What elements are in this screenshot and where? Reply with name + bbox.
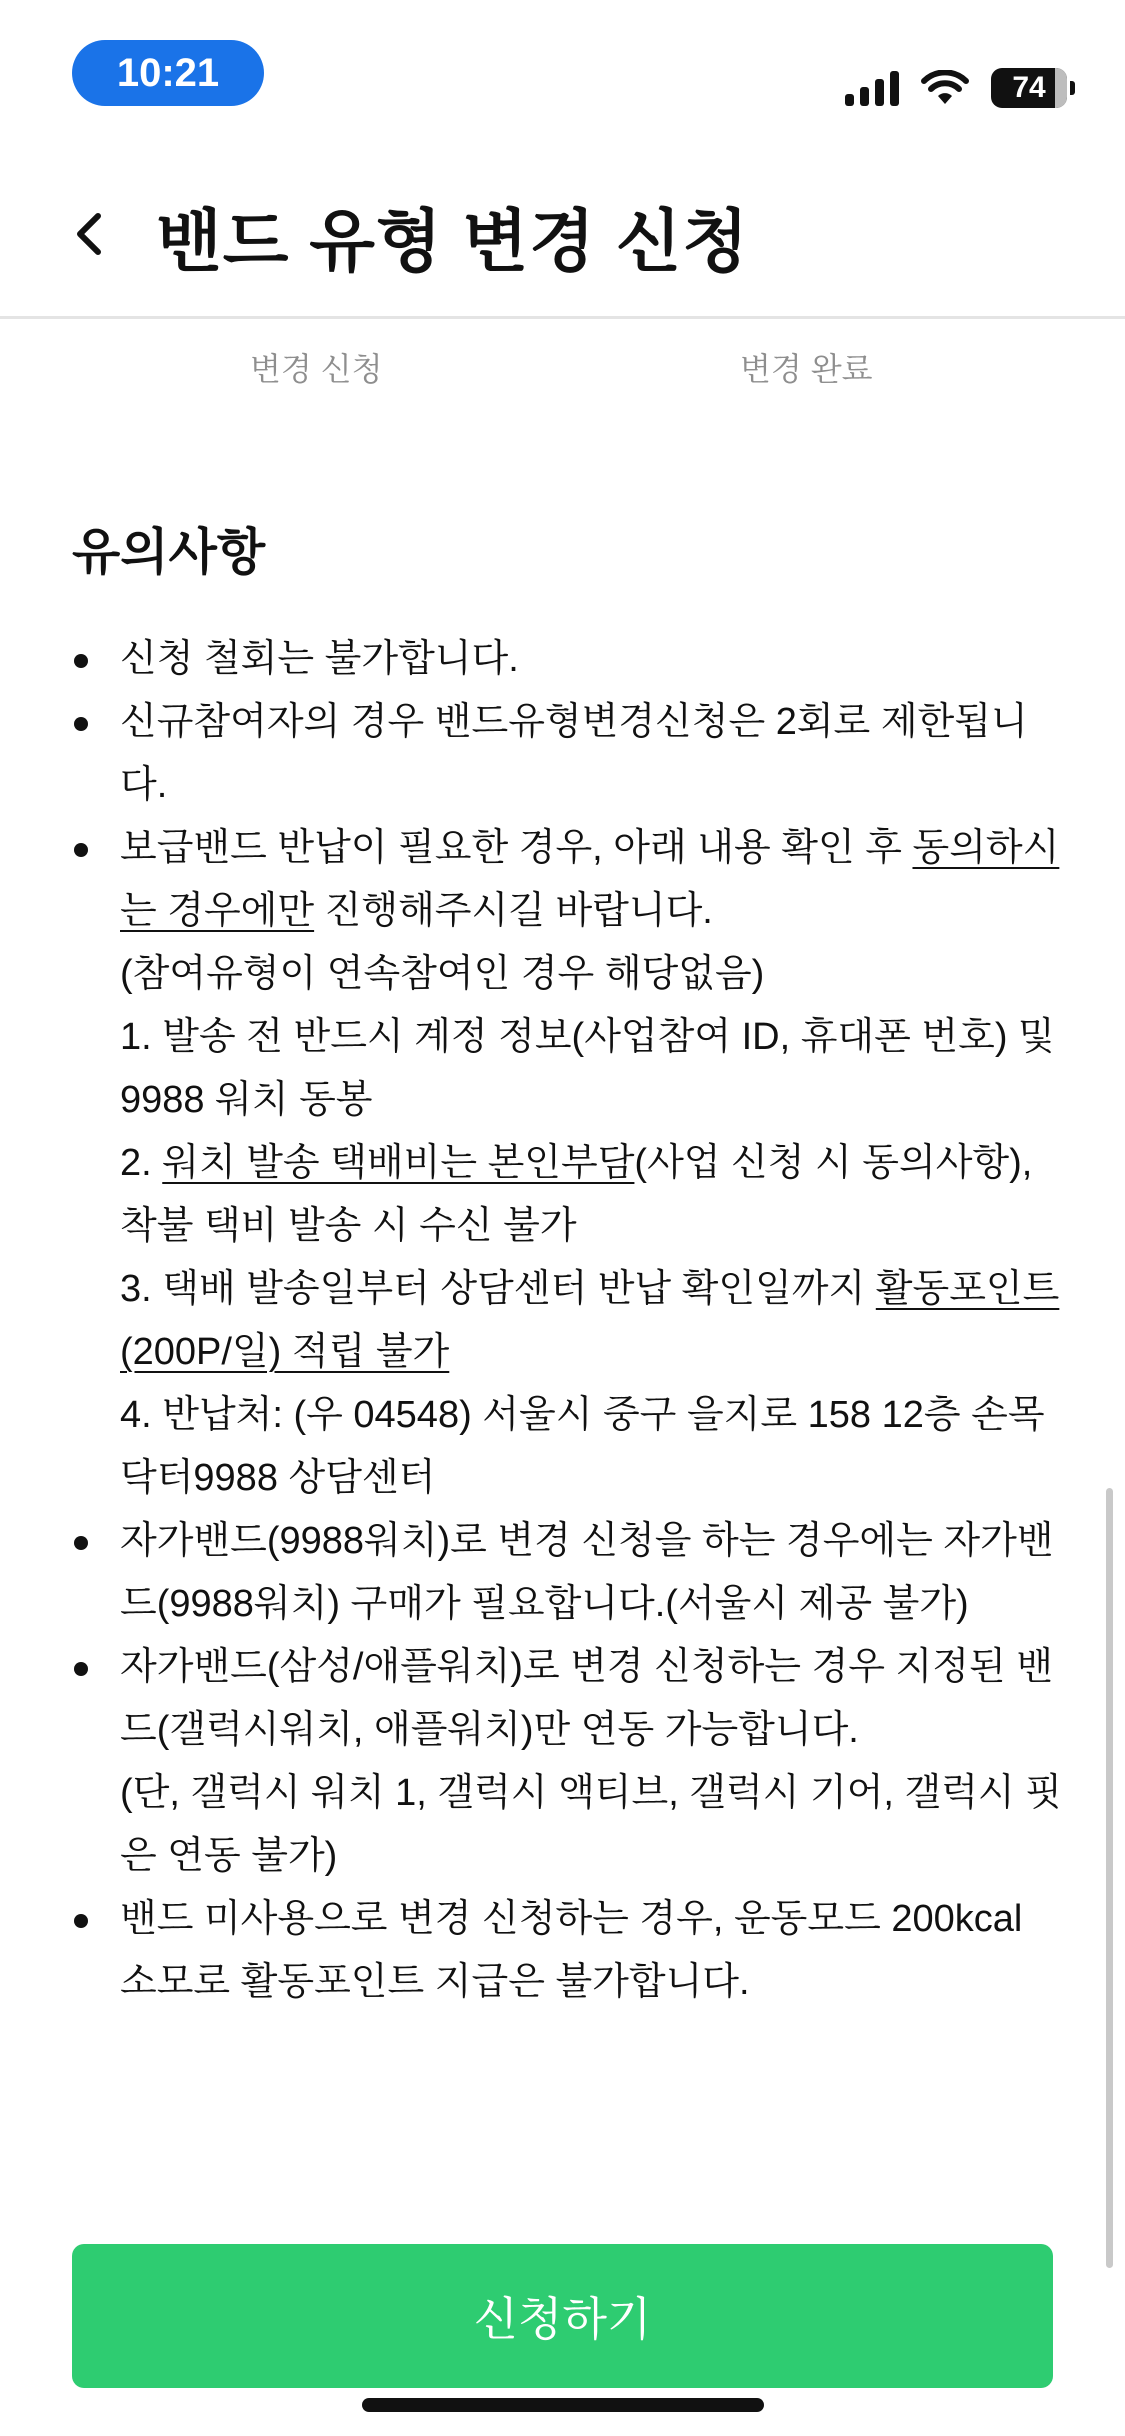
notice-text: 진행해주시길 바랍니다. [314, 890, 713, 932]
notice-text: 밴드 미사용으로 변경 신청하는 경우, 운동모드 200kcal 소모로 활동포인트 지급은 불가합니다. [120, 1898, 1023, 2003]
notice-text: 보급밴드 반납이 필요한 경우, 아래 내용 확인 후 [120, 827, 913, 869]
apply-button[interactable]: 신청하기 [72, 2244, 1053, 2388]
notice-list [72, 628, 1062, 2014]
status-time [72, 40, 264, 106]
return-step-1: 1. 발송 전 반드시 계정 정보(사업참여 ID, 휴대폰 번호) 및 9988 워치 동봉 [120, 1016, 1055, 1121]
step-complete: 변경 완료 [740, 351, 873, 387]
notice-item-own-band [72, 1510, 1062, 1636]
notice-item-no-band [72, 1888, 1062, 2014]
notice-item-withdrawal [72, 628, 1062, 691]
notice-note: (참여유형이 연속참여인 경우 해당없음) [120, 953, 765, 995]
return-step-3-emphasis: 활동포인트(200P/일) 적립 불가 [120, 1268, 1060, 1373]
battery-icon [991, 68, 1067, 108]
scrollbar[interactable] [1106, 1488, 1113, 2268]
notice-item-samsung-apple [72, 1636, 1062, 1888]
notice-note: (단, 갤럭시 워치 1, 갤럭시 액티브, 갤럭시 기어, 갤럭시 핏은 연동 불가) [120, 1772, 1062, 1877]
notice-text: 자가밴드(삼성/애플워치)로 변경 신청하는 경우 지정된 밴드(갤럭시워치, 애플워치)만 연동 가능합니다. [120, 1646, 1053, 1751]
status-time-text: 10:21 [116, 50, 220, 95]
notice-item-limit [72, 691, 1062, 817]
notice-text: 신청 철회는 불가합니다. [120, 638, 519, 680]
status-icons [845, 64, 1067, 112]
progress-steps [0, 344, 1125, 394]
notice-emphasis: 동의하시는 경우에만 [120, 827, 1060, 932]
return-step-2-emphasis: 워치 발송 택배비는 본인부담 [162, 1142, 635, 1184]
return-step-2-rest: (사업 신청 시 동의사항), 착불 택비 발송 시 수신 불가 [120, 1142, 1033, 1247]
return-step-2-prefix: 2. [120, 1142, 163, 1184]
return-step-3-prefix: 3. 택배 발송일부터 상담센터 반납 확인일까지 [120, 1268, 876, 1310]
notice-item-return [72, 817, 1062, 1510]
return-step-4: 4. 반납처: (우 04548) 서울시 중구 을지로 158 12층 손목닥터9988 상담센터 [120, 1394, 1045, 1499]
notice-text: 자가밴드(9988워치)로 변경 신청을 하는 경우에는 자가밴드(9988워치) 구매가 필요합니다.(서울시 제공 불가) [120, 1520, 1054, 1625]
battery-percentage: 74 [1012, 71, 1046, 104]
cellular-signal-icon [845, 70, 899, 106]
step-request: 변경 신청 [250, 351, 383, 387]
back-arrow-icon[interactable] [60, 204, 120, 264]
wifi-icon [921, 70, 969, 106]
app-header [0, 150, 1125, 319]
page-title: 밴드 유형 변경 신청 [156, 204, 750, 280]
notice-title: 유의사항 [72, 524, 266, 580]
notice-text: 신규참여자의 경우 밴드유형변경신청은 2회로 제한됩니다. [120, 701, 1028, 806]
home-indicator [362, 2398, 764, 2412]
